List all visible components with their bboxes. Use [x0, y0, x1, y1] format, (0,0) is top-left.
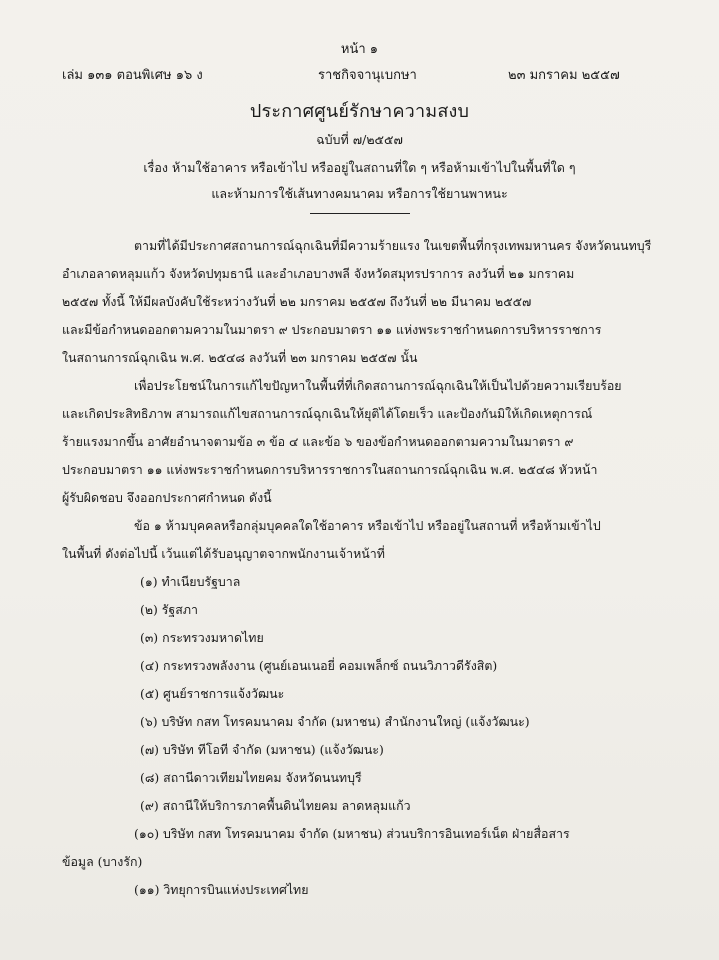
list-item-continuation: ข้อมูล (บางรัก)	[62, 854, 143, 869]
list-item: (๗) บริษัท ทีโอที จำกัด (มหาชน) (แจ้งวัฒนะ)	[140, 742, 384, 757]
paragraph1-line: ในสถานการณ์ฉุกเฉิน พ.ศ. ๒๕๔๘ ลงวันที่ ๒๓ มกราคม ๒๕๕๗ นั้น	[62, 350, 418, 365]
page-number: หน้า ๑	[340, 42, 379, 57]
paragraph1-line: ตามที่ได้มีประกาศสถานการณ์ฉุกเฉินที่มีความร้ายแรง ในเขตพื้นที่กรุงเทพมหานคร จังหวัดนนทบุรี	[134, 238, 652, 253]
title-divider	[310, 213, 410, 214]
list-item: (๒) รัฐสภา	[140, 602, 198, 617]
list-item: (๔) กระทรวงพลังงาน (ศูนย์เอนเนอยี่ คอมเพล็กซ์ ถนนวิภาวดีรังสิต)	[140, 658, 498, 673]
paragraph2-line: เพื่อประโยชน์ในการแก้ไขปัญหาในพื้นที่ที่เกิดสถานการณ์ฉุกเฉินให้เป็นไปด้วยความเรียบร้อย	[134, 378, 622, 393]
paragraph1-line: ๒๕๕๗ ทั้งนี้ ให้มีผลบังคับใช้ระหว่างวันที่ ๒๒ มกราคม ๒๕๕๗ ถึงวันที่ ๒๒ มีนาคม ๒๕๕๗	[62, 294, 532, 309]
announcement-title: ประกาศศูนย์รักษาความสงบ	[249, 101, 470, 122]
paragraph2-line: ผู้รับผิดชอบ จึงออกประกาศกำหนด ดังนี้	[62, 490, 272, 505]
paragraph2-line: และเกิดประสิทธิภาพ สามารถแก้ไขสถานการณ์ฉุกเฉินให้ยุติได้โดยเร็ว และป้องกันมิให้เกิดเหตุการณ์	[62, 406, 593, 421]
paragraph1-line: อำเภอลาดหลุมแก้ว จังหวัดปทุมธานี และอำเภอบางพลี จังหวัดสมุทรปราการ ลงวันที่ ๒๑ มกราคม	[62, 266, 575, 281]
list-item: (๙) สถานีให้บริการภาคพื้นดินไทยคม ลาดหลุมแก้ว	[140, 798, 411, 813]
clause1-line: ในพื้นที่ ดังต่อไปนี้ เว้นแต่ได้รับอนุญาตจากพนักงานเจ้าหน้าที่	[62, 546, 385, 561]
list-item: (๕) ศูนย์ราชการแจ้งวัฒนะ	[140, 686, 285, 701]
announcement-subject-line1: เรื่อง ห้ามใช้อาคาร หรือเข้าไป หรืออยู่ในสถานที่ใด ๆ หรือห้ามเข้าไปในพื้นที่ใด ๆ	[143, 160, 576, 175]
clause1-line: ข้อ ๑ ห้ามบุคคลหรือกลุ่มบุคคลใดใช้อาคาร หรือเข้าไป หรืออยู่ในสถานที่ หรือห้ามเข้าไป	[134, 518, 601, 533]
list-item: (๘) สถานีดาวเทียมไทยคม จังหวัดนนทบุรี	[140, 770, 362, 785]
paragraph2-line: ร้ายแรงมากขึ้น อาศัยอำนาจตามข้อ ๓ ข้อ ๔ และข้อ ๖ ของข้อกำหนดออกตามความในมาตรา ๙	[62, 434, 574, 449]
volume-info: เล่ม ๑๓๑ ตอนพิเศษ ๑๖ ง	[62, 68, 203, 83]
paragraph1-line: และมีข้อกำหนดออกตามความในมาตรา ๙ ประกอบมาตรา ๑๑ แห่งพระราชกำหนดการบริหารราชการ	[62, 322, 602, 337]
list-item: (๑) ทำเนียบรัฐบาล	[140, 574, 241, 589]
gazette-name: ราชกิจจานุเบกษา	[318, 68, 417, 83]
gazette-date: ๒๓ มกราคม ๒๕๕๗	[508, 68, 620, 83]
list-item: (๖) บริษัท กสท โทรคมนาคม จำกัด (มหาชน) สำนักงานใหญ่ (แจ้งวัฒนะ)	[140, 714, 530, 729]
announcement-subject-line2: และห้ามการใช้เส้นทางคมนาคม หรือการใช้ยานพาหนะ	[211, 186, 508, 201]
paragraph2-line: ประกอบมาตรา ๑๑ แห่งพระราชกำหนดการบริหารราชการในสถานการณ์ฉุกเฉิน พ.ศ. ๒๕๔๘ หัวหน้า	[62, 462, 598, 477]
list-item: (๑๑) วิทยุการบินแห่งประเทศไทย	[134, 882, 309, 897]
list-item: (๑๐) บริษัท กสท โทรคมนาคม จำกัด (มหาชน) ส่วนบริการอินเทอร์เน็ต ฝ่ายสื่อสาร	[134, 826, 570, 841]
list-item: (๓) กระทรวงมหาดไทย	[140, 630, 264, 645]
announcement-issue: ฉบับที่ ๗/๒๕๕๗	[316, 132, 403, 147]
